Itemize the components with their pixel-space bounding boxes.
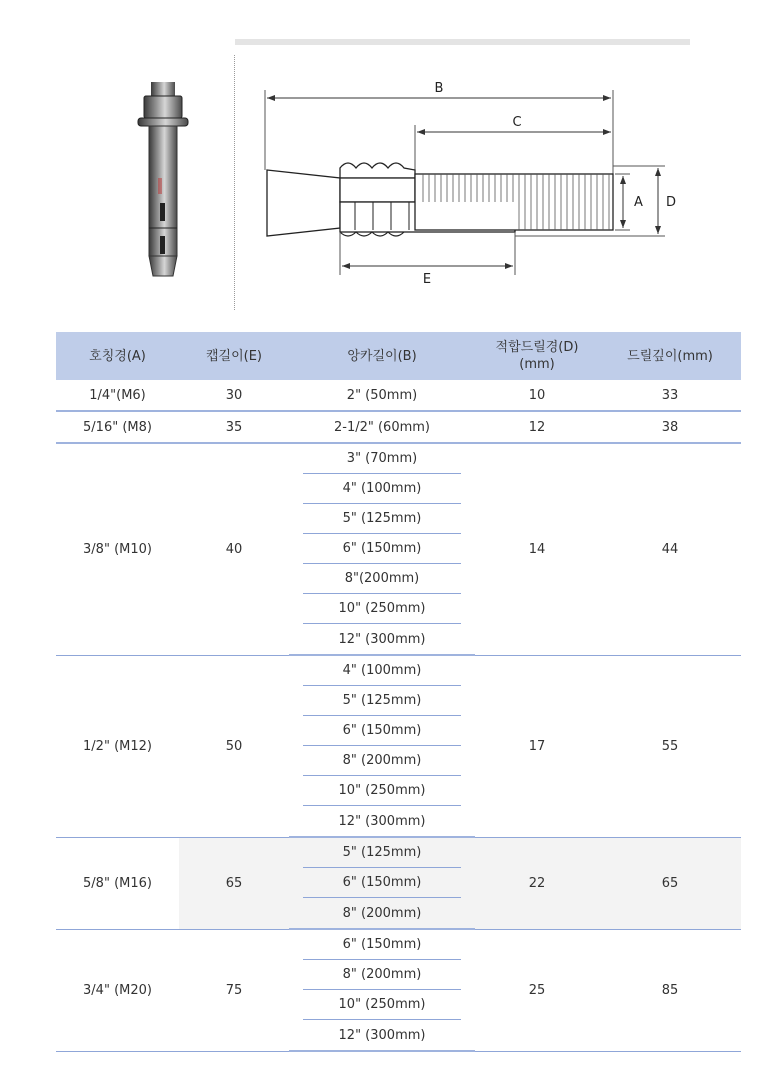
table-row	[56, 443, 741, 474]
label-b: B	[434, 81, 444, 96]
anchor-length-value: 6" (150mm)	[303, 868, 461, 898]
anchor-length-value: 6" (150mm)	[303, 930, 461, 960]
cell-anchor-length	[289, 1020, 475, 1051]
cell-anchor-length	[289, 624, 475, 655]
cell-anchor-length	[289, 411, 475, 443]
cell-drill-diameter: 10	[475, 380, 599, 411]
anchor-length-value: 12" (300mm)	[338, 813, 426, 829]
table-row	[56, 411, 741, 443]
label-d: D	[666, 195, 677, 210]
anchor-length-value: 5" (125mm)	[303, 504, 461, 534]
spec-table-body	[56, 380, 741, 1051]
anchor-length-value: 8"(200mm)	[303, 564, 461, 594]
header-size: 호칭경(A)	[56, 332, 179, 380]
cell-anchor-length	[289, 504, 475, 534]
anchor-length-value: 10" (250mm)	[303, 990, 461, 1020]
header-drill-depth: 드릴깊이(mm)	[599, 332, 741, 380]
cell-anchor-length	[289, 929, 475, 960]
anchor-length-value: 12" (300mm)	[338, 631, 426, 647]
cell-anchor-length	[289, 716, 475, 746]
spec-table	[56, 332, 741, 1052]
table-header-row	[56, 332, 741, 380]
cell-anchor-length	[289, 380, 475, 411]
cell-anchor-length	[289, 776, 475, 806]
cell-anchor-length	[289, 837, 475, 868]
cell-anchor-length	[289, 806, 475, 837]
cell-cap-length: 35	[179, 411, 289, 443]
cell-drill-diameter: 22	[475, 837, 599, 929]
anchor-length-value: 8" (200mm)	[303, 960, 461, 990]
cell-anchor-length	[289, 898, 475, 929]
cell-anchor-length	[289, 686, 475, 716]
header-drill-diameter	[475, 332, 599, 380]
cell-cap-length: 50	[179, 655, 289, 837]
dimension-diagram	[255, 70, 685, 295]
anchor-length-value: 3" (70mm)	[303, 444, 461, 474]
label-a: A	[634, 195, 643, 210]
cell-anchor-length	[289, 564, 475, 594]
cell-anchor-length	[289, 990, 475, 1020]
cell-size: 1/4"(M6)	[56, 380, 179, 411]
cell-drill-depth: 85	[599, 929, 741, 1051]
anchor-length-value: 5" (125mm)	[303, 686, 461, 716]
cell-anchor-length	[289, 868, 475, 898]
label-c: C	[512, 115, 522, 130]
header-drill-diameter-line2: (mm)	[519, 357, 555, 372]
cell-cap-length: 40	[179, 443, 289, 655]
cell-drill-diameter: 25	[475, 929, 599, 1051]
cell-drill-depth: 44	[599, 443, 741, 655]
label-e: E	[422, 272, 432, 287]
anchor-length-value: 2" (50mm)	[346, 387, 418, 403]
cell-anchor-length	[289, 960, 475, 990]
cell-anchor-length	[289, 534, 475, 564]
cell-size: 5/16" (M8)	[56, 411, 179, 443]
cell-drill-depth: 33	[599, 380, 741, 411]
anchor-bolt-photo	[118, 78, 208, 283]
cell-size: 3/4" (M20)	[56, 929, 179, 1051]
anchor-length-value: 6" (150mm)	[303, 716, 461, 746]
anchor-length-value: 12" (300mm)	[338, 1027, 426, 1043]
anchor-length-value: 6" (150mm)	[303, 534, 461, 564]
anchor-length-value: 4" (100mm)	[303, 656, 461, 686]
cell-anchor-length	[289, 474, 475, 504]
header-drill-diameter-line1: 적합드릴경(D)	[495, 340, 579, 355]
cell-anchor-length	[289, 594, 475, 624]
cell-anchor-length	[289, 655, 475, 686]
anchor-length-value: 8" (200mm)	[303, 746, 461, 776]
anchor-length-value: 8" (200mm)	[342, 905, 422, 921]
anchor-length-value: 10" (250mm)	[303, 594, 461, 624]
header-anchor-length: 앙카길이(B)	[289, 332, 475, 380]
table-row	[56, 380, 741, 411]
cell-anchor-length	[289, 746, 475, 776]
cell-drill-diameter: 12	[475, 411, 599, 443]
cell-size: 5/8" (M16)	[56, 837, 179, 929]
vertical-dotted-divider	[234, 55, 235, 310]
cell-cap-length: 30	[179, 380, 289, 411]
cell-anchor-length	[289, 443, 475, 474]
anchor-length-value: 2-1/2" (60mm)	[333, 419, 430, 435]
anchor-length-value: 5" (125mm)	[303, 838, 461, 868]
anchor-length-value: 10" (250mm)	[303, 776, 461, 806]
top-divider-bar	[235, 39, 690, 45]
cell-drill-diameter: 17	[475, 655, 599, 837]
cell-cap-length: 65	[179, 837, 289, 929]
table-row	[56, 929, 741, 960]
anchor-length-value: 4" (100mm)	[303, 474, 461, 504]
table-row	[56, 837, 741, 868]
cell-cap-length: 75	[179, 929, 289, 1051]
cell-size: 1/2" (M12)	[56, 655, 179, 837]
header-cap-length: 캡길이(E)	[179, 332, 289, 380]
cell-drill-diameter: 14	[475, 443, 599, 655]
table-row	[56, 655, 741, 686]
cell-drill-depth: 38	[599, 411, 741, 443]
cell-drill-depth: 55	[599, 655, 741, 837]
cell-drill-depth: 65	[599, 837, 741, 929]
cell-size: 3/8" (M10)	[56, 443, 179, 655]
